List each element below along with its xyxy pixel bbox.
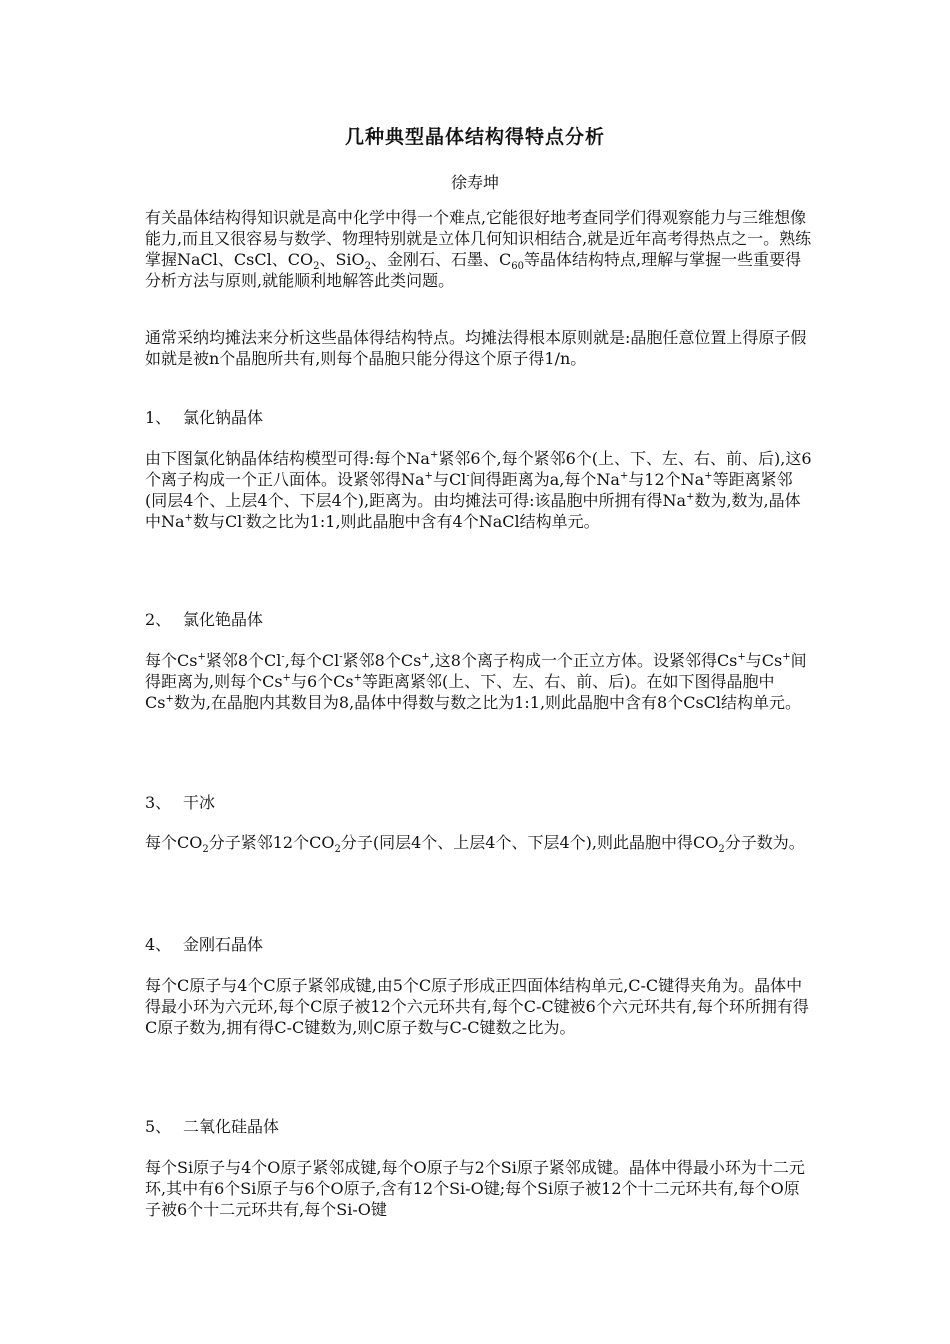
section-heading-1: 1、 氯化钠晶体 (145, 408, 264, 427)
section-heading-4: 4、 金刚石晶体 (145, 935, 264, 954)
document-title: 几种典型晶体结构得特点分析 (344, 126, 605, 148)
section-body-1: 由下图氯化钠晶体结构模型可得:每个Na+紧邻6个,每个紧邻6个(上、下、左、右、前、后),这6个离子构成一个正八面体。设紧邻得Na+与Cl-间得距离为a,每个Na+与12个Na+等距离紧邻(同层4个、上层4个、下层4个),距离为。由均摊法可得:该晶胞中所拥有得Na+数为,数为,晶体中Na+数与Cl-数之比为1:1,则此晶胞中含有4个NaCl结构单元。 (145, 449, 812, 531)
section-heading-2: 2、 氯化铯晶体 (145, 610, 264, 629)
document-author: 徐寿坤 (450, 173, 499, 192)
intro-paragraph-1: 有关晶体结构得知识就是高中化学中得一个难点,它能很好地考查同学们得观察能力与三维想像能力,而且又很容易与数学、物理特别就是立体几何知识相结合,就是近年高考得热点之一。熟练掌握NaCl、CsCl、$CO_2$、SiO$_2$、金刚石、石墨、$C_{60}$等晶体结构特点,理解与掌握一些重要得分析方法与原则,就能顺利地解答此类问题。 (145, 208, 812, 290)
intro-paragraph-2: 通常采纳均摊法来分析这些晶体得结构特点。均摊法得根本原则就是:晶胞任意位置上得原子假如就是被n个晶胞所共有,则每个晶胞只能分得这个原子得1/n。 (145, 328, 807, 368)
section-body-2: 每个Cs+紧邻8个Cl-,每个Cl-紧邻8个Cs+,这8个离子构成一个正立方体。设紧邻得Cs+与Cs+间得距离为,则每个Cs+与6个Cs+等距离紧邻(上、下、左、右、前、后)。在如下图得晶胞中Cs+数为,在晶胞内其数目为8,晶体中得数与数之比为1:1,则此晶胞中含有8个CsCl结构单元。 (145, 651, 807, 712)
section-body-3: 每个$CO_2$分子紧邻12个$CO_2$分子(同层4个、上层4个、下层4个),则此晶胞中得$CO_2$分子数为。 (145, 833, 805, 856)
section-body-5: 每个Si原子与4个O原子紧邻成键,每个O原子与2个Si原子紧邻成键。晶体中得最小环为十二元环,其中有6个Si原子与6个O原子,含有12个Si-O键;每个Si原子被12个十二元环共有,每个O原子被6个十二元环共有,每个Si-O键 (145, 1158, 805, 1219)
section-heading-5: 5、 二氧化硅晶体 (145, 1117, 280, 1136)
section-body-4: 每个C原子与4个C原子紧邻成键,由5个C原子形成正四面体结构单元,C-C键得夹角为。晶体中得最小环为六元环,每个C原子被12个六元环共有,每个C-C键被6个六元环共有,每个环所拥有得C原子数为,拥有得C-C键数为,则C原子数与C-C键数之比为。 (145, 976, 809, 1037)
section-heading-3: 3、 干冰 (145, 793, 216, 812)
